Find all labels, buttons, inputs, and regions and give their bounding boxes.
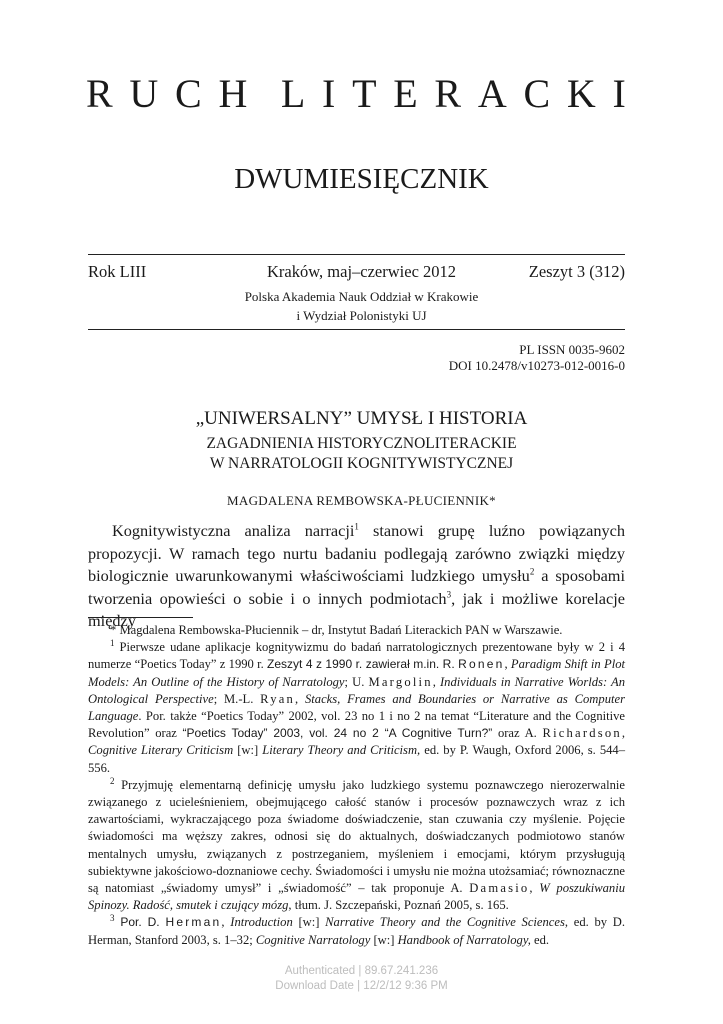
- journal-title: [86, 70, 626, 118]
- issue-place-date: Kraków, maj–czerwiec 2012: [266, 262, 457, 281]
- footnote-2: $^2$ Przyjmuję elementarną definicję umysłu jako ludzkiego systemu poznawczego nierozerwalnie związanego z ucieleśnieniem, obejmującego całość stanów i procesów poznawczych wraz z ich zawartościami, wykraczającego poza świadome doświadczenie, stan czuwania czy myślenie. Pojęcie świadomości ma węższy zakres, odnosi się do aktualnych, doświadczanych podmiotowo stanów mentalnych umysłu, związanych z postrzeganiem, myśleniem i emocjami, którym przysługują subiektywne jakościowo-doznaniowe cechy. Świadomości i umysłu nie można utożsamiać; równoznaczne są natomiast „świadomy umysł” i „świadomość” – tak proponuje A. Damasio, W poszukiwaniu Spinozy. Radość, smutek i czujący mózg, tłum. J. Szczepański, Poznań 2005, s. 165.: [88, 775, 626, 913]
- issue-number: Zeszyt 3 (312): [528, 262, 625, 281]
- journal-title-letter: E: [393, 71, 418, 116]
- journal-title-letter: I: [322, 71, 336, 116]
- download-watermark: [0, 964, 723, 994]
- footnote-star: * Magdalena Rembowska-Płuciennik – dr, Instytut Badań Literackich PAN w Warszawie.: [110, 623, 563, 637]
- article-subtitle-line-1: ZAGADNIENIA HISTORYCZNOLITERACKIE: [206, 435, 517, 452]
- journal-title-letter: R: [434, 71, 462, 116]
- journal-title-letter: C: [175, 71, 202, 116]
- watermark-line-2: Download Date | 12/2/12 9:36 PM: [275, 980, 448, 992]
- issn: PL ISSN 0035-9602: [519, 342, 625, 357]
- footnote-1: $^1$ Pierwsze udane aplikacje kognitywizmu do badań narratologicznych prezentowane były w 2 i 4 numerze “Poetics Today” z 1990 r. Zeszyt 4 z 1990 r. zawierał m.in. R. Ronen, Paradigm Shift in Plot Models: An Outline of the History of Narratology; U. Margolin, Individuals in Narrative Worlds: An Ontological Perspective; M.-L. Ryan, Stacks, Frames and Boundaries or Narrative as Computer Language. Por. także “Poetics Today” 2002, vol. 23 no 1 i no 2 na temat “Literature and the Cognitive Revolution” oraz “Poetics Today” 2003, vol. 24 no 2 “A Cognitive Turn?” oraz A. Richardson, Cognitive Literary Criticism [w:] Literary Theory and Criticism, ed. by P. Waugh, Oxford 2006, s. 544–556.: [88, 638, 626, 775]
- footnote-ref[interactable]: 2: [529, 566, 535, 577]
- header-rule-top: [88, 254, 625, 255]
- publisher-line-2: i Wydział Polonistyki UJ: [296, 308, 427, 323]
- journal-title-letter: T: [352, 71, 377, 116]
- journal-title-letter: R: [86, 71, 113, 116]
- footnote-separator: [88, 617, 193, 618]
- article-title: „UNIWERSALNY” UMYSŁ I HISTORIA: [195, 408, 528, 429]
- journal-title-letter: I: [612, 71, 626, 116]
- footnotes: [88, 622, 625, 949]
- journal-title-letter: H: [218, 71, 248, 116]
- article-author: MAGDALENA REMBOWSKA-PŁUCIENNIK*: [227, 493, 496, 508]
- publisher-line-1: Polska Akademia Nauk Oddział w Krakowie: [244, 289, 479, 304]
- footnote-3: $^3$ Por. D. Herman, Introduction [w:] Narrative Theory and the Cognitive Sciences, ed. by D. Herman, Stanford 2003, s. 1–32; Cognitive Narratology [w:] Handbook of Narratology, ed.: [88, 913, 626, 947]
- doi: DOI 10.2478/v10273-012-0016-0: [448, 358, 625, 373]
- journal-subtitle: DWUMIESIĘCZNIK: [234, 163, 489, 195]
- footnote-ref[interactable]: 3: [446, 589, 452, 600]
- journal-title-letter: K: [566, 71, 596, 116]
- issue-year: Rok LIII: [88, 262, 147, 281]
- journal-title-letter: U: [129, 71, 159, 116]
- body-paragraph: Kognitywistyczna analiza narracji$^1$ stanowi grupę luźno powiązanych propozycji. W ramach tego nurtu badaniu podlegają zarówno związki między biologicznie uwarunkowanymi właściwościami ludzkiego umysłu$^2$ a sposobami tworzenia opowieści o sobie i o innych podmiotach$^3$, jak i możliwe korelacje między: [88, 521, 626, 630]
- watermark-line-1: Authenticated | 89.67.241.236: [284, 965, 439, 977]
- footnote-ref[interactable]: 1: [354, 521, 359, 532]
- journal-title-letter: C: [523, 71, 551, 116]
- journal-title-letter: A: [477, 71, 507, 116]
- header-rule-bottom: [88, 329, 625, 330]
- journal-title-letter: L: [280, 71, 306, 116]
- article-subtitle-line-2: W NARRATOLOGII KOGNITYWISTYCZNEJ: [209, 455, 514, 472]
